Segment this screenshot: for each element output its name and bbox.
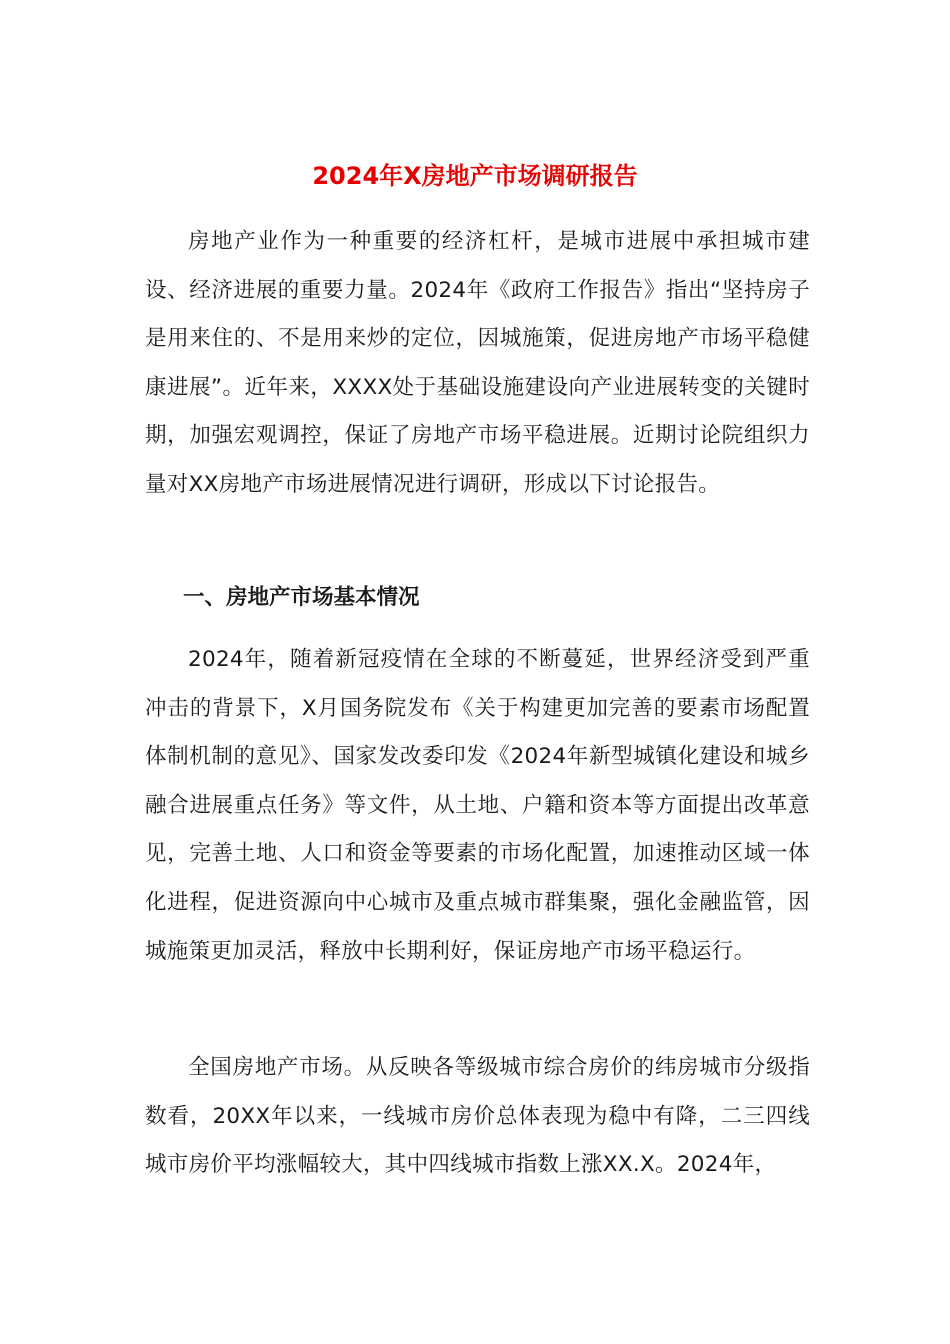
document-title: 2024年X房地产市场调研报告: [312, 162, 638, 190]
body-paragraph-national-market: 全国房地产市场。从反映各等级城市综合房价的纬房城市分级指数看，20XX年以来，一线城市房价总体表现为稳中有降，二三四线城市房价平均涨幅较大，其中四线城市指数上涨XX.X。2024年，: [145, 1055, 810, 1178]
section-heading: 一、房地产市场基本情况: [183, 585, 420, 610]
body-paragraph: 2024年，随着新冠疫情在全球的不断蔓延，世界经济受到严重冲击的背景下，X月国务院发布《关于构建更加完善的要素市场配置体制机制的意见》、国家发改委印发《2024年新型城镇化建设和城乡融合进展重点任务》等文件，从土地、户籍和资本等方面提出改革意见，完善土地、人口和资金等要素的市场化配置，加速推动区域一体化进程，促进资源向中心城市及重点城市群集聚，强化金融监管，因城施策更加灵活，释放中长期利好，保证房地产市场平稳运行。: [145, 647, 810, 964]
intro-paragraph: 房地产业作为一种重要的经济杠杆，是城市进展中承担城市建设、经济进展的重要力量。2024年《政府工作报告》指出“坚持房子是用来住的、不是用来炒的定位，因城施策，促进房地产市场平稳健康进展”。近年来，XXXX处于基础设施建设向产业进展转变的关键时期，加强宏观调控，保证了房地产市场平稳进展。近期讨论院组织力量对XX房地产市场进展情况进行调研，形成以下讨论报告。: [145, 229, 810, 497]
